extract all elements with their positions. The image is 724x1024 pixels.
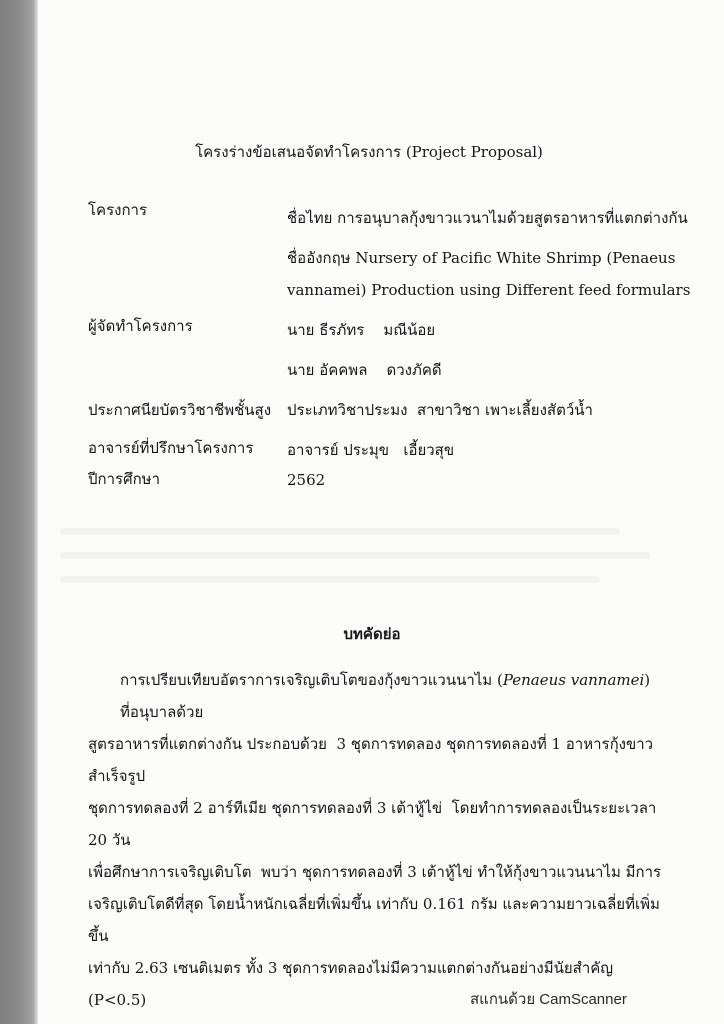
abstract-line: ชุดการทดลองที่ 2 อาร์ทีเมีย ชุดการทดลองที่ 3 เต้าหู้ไข่ โดยทำการทดลองเป็นระยะเวลา 20 วัน (88, 799, 662, 849)
project-english-name-line1: ชื่ออังกฤษ Nursery of Pacific White Shrimp (Penaeus (287, 249, 676, 267)
camscanner-watermark: สแกนด้วย CamScanner (470, 991, 627, 1008)
project-label: โครงการ (88, 201, 148, 219)
abstract-line-text: ) ที่อนุบาลด้วย (120, 671, 655, 721)
certificate-value: ประเภทวิชาประมง สาขาวิชา เพาะเลี้ยงสัตว์น้ำ (287, 401, 593, 419)
bleed-through-shadow (60, 576, 600, 583)
project-english-name-line2: vannamei) Production using Different feed formulars (287, 281, 691, 299)
bleed-through-shadow (60, 552, 650, 559)
bleed-through-shadow (60, 528, 620, 535)
project-thai-name: ชื่อไทย การอนุบาลกุ้งขาวแวนาไมด้วยสูตรอาหารที่แตกต่างกัน (287, 209, 688, 227)
abstract-line (88, 664, 663, 728)
species-name-italic: Penaeus vannamei (502, 671, 645, 689)
academic-year-label: ปีการศึกษา (88, 470, 160, 488)
authors-label: ผู้จัดทำโครงการ (88, 317, 193, 335)
abstract-line: เจริญเติบโตดีที่สุด โดยน้ำหนักเฉลี่ยที่เพิ่มขึ้น เท่ากับ 0.161 กรัม และความยาวเฉลี่ยที่เพิ่มขึ้น (88, 895, 660, 945)
abstract-line: สูตรอาหารที่แตกต่างกัน ประกอบด้วย 3 ชุดการทดลอง ชุดการทดลองที่ 1 อาหารกุ้งขาวสำเร็จรูป (88, 735, 654, 785)
advisor-label: อาจารย์ที่ปรึกษาโครงการ (88, 439, 254, 457)
author-name: นาย อัคคพล ดวงภัคดี (287, 361, 442, 379)
advisor-value: อาจารย์ ประมุข เอี้ยวสุข (287, 441, 455, 459)
abstract-line: เพื่อศึกษาการเจริญเติบโต พบว่า ชุดการทดลองที่ 3 เต้าหู้ไข่ ทำให้กุ้งขาวแวนนาไม มีการ (88, 863, 662, 881)
author-name: นาย ธีรภัทร มณีน้อย (287, 321, 436, 339)
abstract-heading: บทคัดย่อ (343, 625, 401, 643)
scanned-page-edge (0, 0, 38, 1024)
document-title: โครงร่างข้อเสนอจัดทำโครงการ (Project Proposal) (195, 143, 543, 161)
certificate-label: ประกาศนียบัตรวิชาชีพชั้นสูง (88, 401, 272, 419)
abstract-line: เท่ากับ 2.63 เซนติเมตร ทั้ง 3 ชุดการทดลองไม่มีความแตกต่างกันอย่างมีนัยสำคัญ (P<0.5) (88, 959, 618, 1009)
abstract-paragraph (88, 664, 663, 1016)
academic-year-value: 2562 (287, 471, 326, 489)
abstract-line-text: การเปรียบเทียบอัตราการเจริญเติบโตของกุ้งขาวแวนนาไม ( (120, 671, 503, 689)
